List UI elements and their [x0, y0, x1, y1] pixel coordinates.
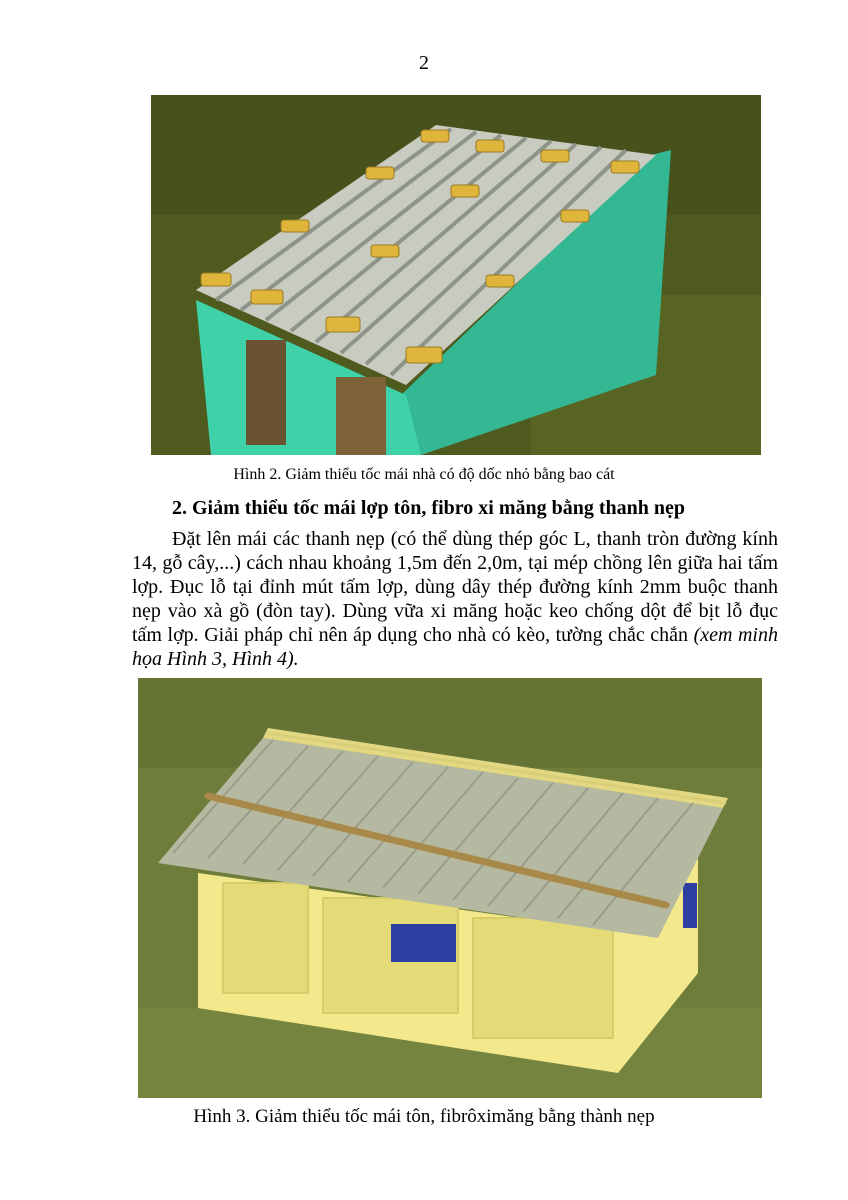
figure-batten-roof — [138, 678, 762, 1098]
sandbag — [541, 150, 569, 162]
sandbag — [366, 167, 394, 179]
sandbag — [561, 210, 589, 222]
page-number: 2 — [419, 52, 429, 74]
sandbag — [201, 273, 231, 286]
sandbag — [611, 161, 639, 173]
sandbag — [476, 140, 504, 152]
door-left — [246, 340, 286, 445]
body-text: Đặt lên mái các thanh nẹp (có thể dùng thép góc L, thanh tròn đường kính 14, gỗ cây,...) cách nhau khoảng 1,5m đến 2,0m, tại mép chồng lên giữa hai tấm lợp. Đục lỗ tại đỉnh mút tấm lợp, dùng dây thép đường kính 2mm buộc thanh nẹp vào xà gồ (đòn tay). Dùng vữa xi măng hoặc keo chống dột để bịt lỗ đục tấm lợp. Giải pháp chỉ nên áp dụng cho nhà có kèo, tường chắc chắn — [132, 528, 778, 646]
bay — [223, 883, 308, 993]
body-paragraph — [132, 527, 778, 671]
sandbag — [371, 245, 399, 257]
bay — [473, 918, 613, 1038]
sandbag — [251, 290, 283, 304]
sandbag — [486, 275, 514, 287]
figure-2-caption: Hình 2. Giảm thiểu tốc mái nhà có độ dốc nhỏ bằng bao cát — [233, 466, 615, 483]
sandbag — [406, 347, 442, 363]
figure-sandbag-roof — [151, 95, 761, 455]
figure-3-caption: Hình 3. Giảm thiểu tốc mái tôn, fibrôximăng bằng thành nẹp — [193, 1106, 655, 1127]
sandbag — [281, 220, 309, 232]
back-window — [391, 924, 456, 962]
body-note: (xem minh họa Hình 3, Hình 4). — [132, 624, 778, 670]
sandbag — [326, 317, 360, 332]
side-window — [683, 883, 697, 928]
door-right — [336, 377, 386, 455]
sandbag — [421, 130, 449, 142]
section-heading: 2. Giảm thiểu tốc mái lợp tôn, fibro xi măng bằng thanh nẹp — [172, 497, 685, 519]
sandbag — [451, 185, 479, 197]
